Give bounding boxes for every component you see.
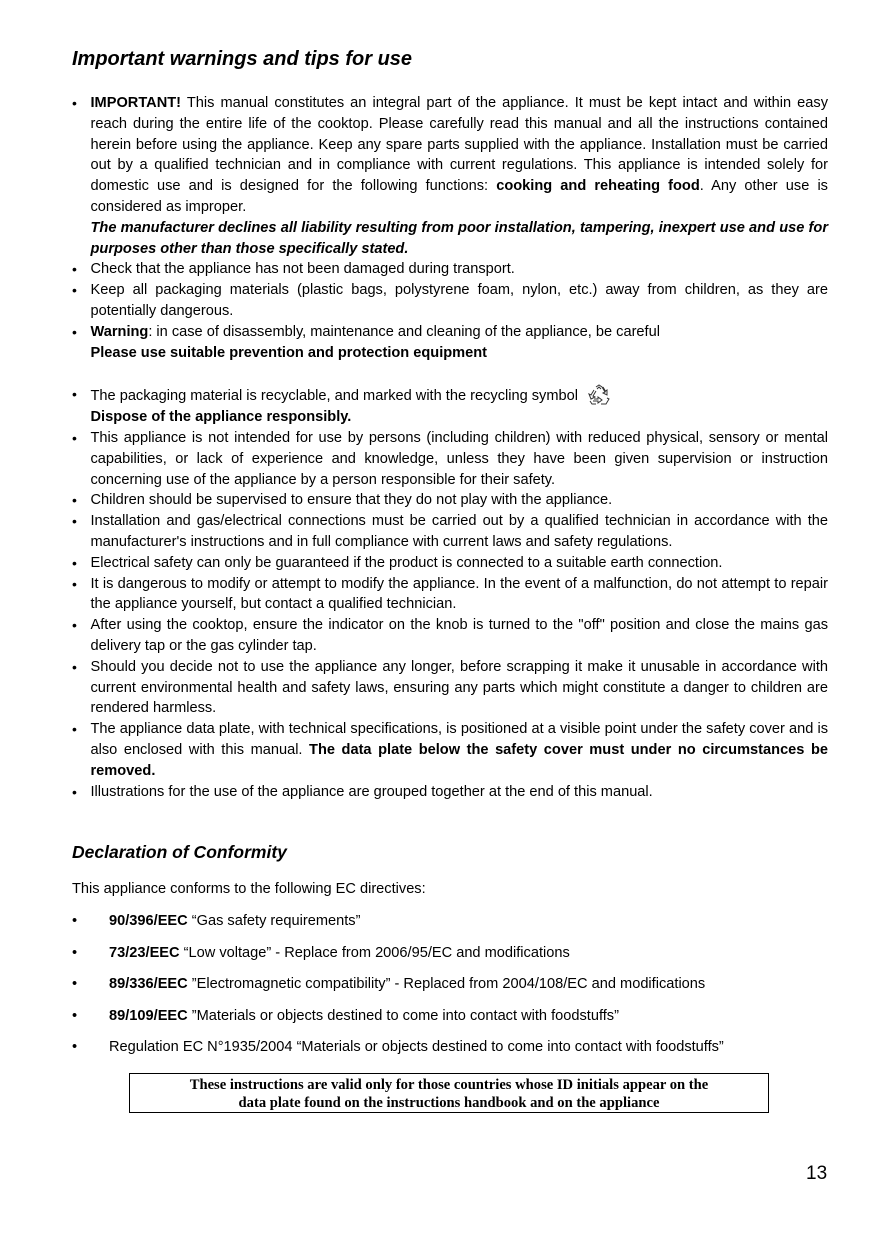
list-item: • Keep all packaging materials (plastic bags, polystyrene foam, nylon, etc.) away from children, as they are potentially dangerous.	[72, 280, 828, 322]
list-item: • The appliance data plate, with technical specifications, is positioned at a visible point under the safety cover and is also enclosed with this manual. The data plate below the safety cover must under no circumstances be removed.	[72, 719, 828, 781]
directives-list	[72, 911, 724, 1069]
list-item: • This appliance is not intended for use by persons (including children) with reduced physical, sensory or mental capabilities, or lack of experience and knowledge, unless they have been given supervision or instruction concerning use of the appliance by a person responsible for their safety.	[72, 428, 828, 490]
list-item: • Should you decide not to use the appliance any longer, before scrapping it make it unusable in accordance with current environmental health and safety laws, ensuring any parts which might constitute a danger to children are rendered harmless.	[72, 657, 828, 719]
list-item: • Warning: in case of disassembly, maintenance and cleaning of the appliance, be careful Please use suitable prevention and protection equipment	[72, 322, 828, 364]
important-label: IMPORTANT!	[90, 95, 182, 111]
list-item: • 89/109/EEC ”Materials or objects destined to come into contact with foodstuffs”	[72, 1006, 724, 1038]
list-item: • Check that the appliance has not been damaged during transport.	[72, 259, 828, 280]
validity-notice-box	[129, 1073, 769, 1113]
list-item: • 90/396/EEC “Gas safety requirements”	[72, 911, 724, 943]
notice-line: These instructions are valid only for those countries whose ID initials appear on the	[189, 1077, 709, 1093]
liability-statement: The manufacturer declines all liability resulting from poor installation, tampering, inexpert use and use for purposes other than those specifically stated.	[90, 219, 828, 257]
list-item: • Illustrations for the use of the appliance are grouped together at the end of this manual.	[72, 782, 828, 803]
notice-line: data plate found on the instructions handbook and on the appliance	[238, 1095, 660, 1111]
list-item: • It is dangerous to modify or attempt to modify the appliance. In the event of a malfunction, do not attempt to repair the appliance yourself, but contact a qualified technician.	[72, 574, 828, 616]
list-item: • 89/336/EEC ”Electromagnetic compatibility” - Replaced from 2004/108/EC and modifications	[72, 974, 724, 1006]
list-item: • The packaging material is recyclable, and marked with the recycling symbol Dispose of the appliance responsibly.	[72, 384, 828, 428]
page-number: 13	[806, 1163, 828, 1184]
conformity-heading: Declaration of Conformity	[72, 842, 287, 862]
warnings-heading: Important warnings and tips for use	[72, 48, 413, 70]
conformity-intro: This appliance conforms to the following EC directives:	[72, 881, 426, 897]
warnings-list	[72, 93, 828, 802]
list-item: • Electrical safety can only be guaranteed if the product is connected to a suitable earth connection.	[72, 553, 828, 574]
list-item: • Regulation EC N°1935/2004 “Materials or objects destined to come into contact with foodstuffs”	[72, 1037, 724, 1069]
list-item: • After using the cooktop, ensure the indicator on the knob is turned to the "off" position and close the mains gas delivery tap or the gas cylinder tap.	[72, 615, 828, 657]
list-item: • Children should be supervised to ensure that they do not play with the appliance.	[72, 490, 828, 511]
list-item: • IMPORTANT! This manual constitutes an integral part of the appliance. It must be kept intact and within easy reach during the entire life of the cooktop. Please carefully read this manual and all the instructions contained herein before using the appliance. Keep any spare parts supplied with the appliance. Installation must be carried out by a qualified technician and in compliance with current regulations. This appliance is intended solely for domestic use and is designed for the following functions: cooking and reheating food. Any other use is considered as improper. The manufacturer declines all liability resulting from poor installation, tampering, inexpert use and use for purposes other than those specifically stated.	[72, 93, 828, 259]
recycling-symbol-icon	[586, 384, 612, 406]
list-item: • Installation and gas/electrical connections must be carried out by a qualified technician in accordance with the manufacturer's instructions and in full compliance with current laws and safety regulations.	[72, 511, 828, 553]
list-item: • 73/23/EEC “Low voltage” - Replace from 2006/95/EC and modifications	[72, 943, 724, 975]
